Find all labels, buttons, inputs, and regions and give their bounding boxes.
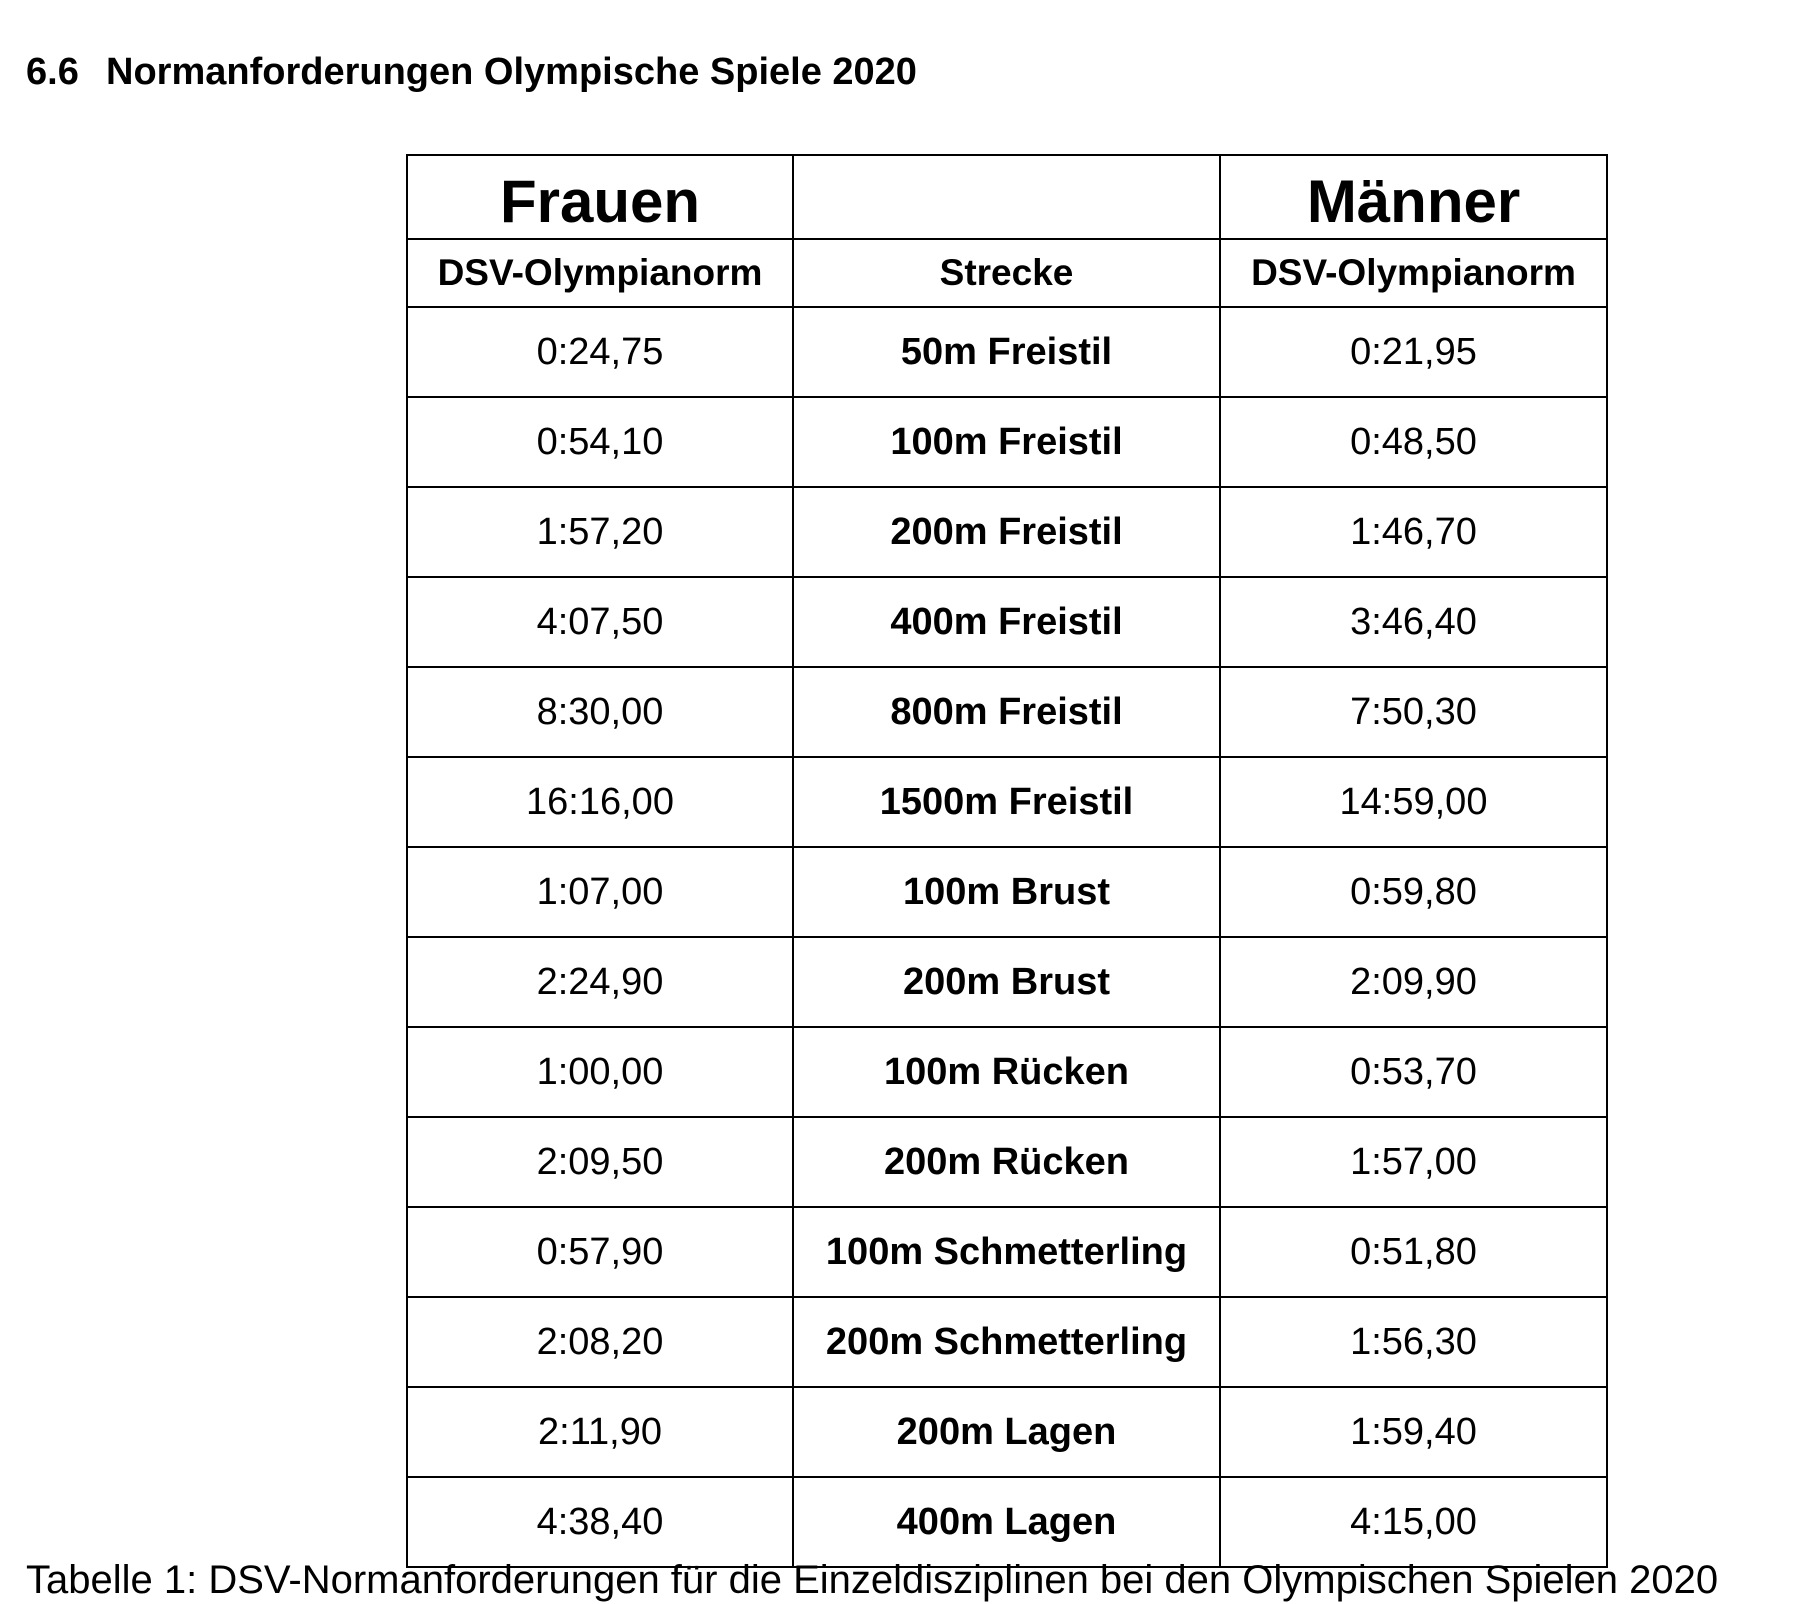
- table-row: [407, 1387, 1607, 1477]
- women-norm-cell: 8:30,00: [407, 667, 793, 757]
- men-norm-cell: 1:56,30: [1220, 1297, 1607, 1387]
- women-norm-cell: 1:07,00: [407, 847, 793, 937]
- event-cell: 200m Rücken: [793, 1117, 1220, 1207]
- table-row: [407, 1207, 1607, 1297]
- table-row: [407, 307, 1607, 397]
- table-row: [407, 1477, 1607, 1567]
- event-cell: 200m Freistil: [793, 487, 1220, 577]
- men-norm-cell: 1:46,70: [1220, 487, 1607, 577]
- men-norm-cell: 0:53,70: [1220, 1027, 1607, 1117]
- event-cell: 100m Freistil: [793, 397, 1220, 487]
- event-cell: 800m Freistil: [793, 667, 1220, 757]
- men-norm-cell: 14:59,00: [1220, 757, 1607, 847]
- women-norm-cell: 0:57,90: [407, 1207, 793, 1297]
- table-row: [407, 397, 1607, 487]
- men-norm-cell: 1:57,00: [1220, 1117, 1607, 1207]
- event-cell: 200m Brust: [793, 937, 1220, 1027]
- women-norm-cell: 2:08,20: [407, 1297, 793, 1387]
- table-row: [407, 1297, 1607, 1387]
- table-row: [407, 937, 1607, 1027]
- table-row: [407, 757, 1607, 847]
- event-cell: 50m Freistil: [793, 307, 1220, 397]
- women-norm-cell: 0:24,75: [407, 307, 793, 397]
- table-row: [407, 487, 1607, 577]
- women-norm-cell: 2:09,50: [407, 1117, 793, 1207]
- women-norm-cell: 1:00,00: [407, 1027, 793, 1117]
- section-number: 6.6: [26, 51, 79, 93]
- men-group-header: Männer: [1220, 155, 1607, 239]
- men-norm-cell: 0:59,80: [1220, 847, 1607, 937]
- men-norm-cell: 0:48,50: [1220, 397, 1607, 487]
- table-row: [407, 667, 1607, 757]
- men-norm-cell: 1:59,40: [1220, 1387, 1607, 1477]
- event-cell: 1500m Freistil: [793, 757, 1220, 847]
- middle-group-header: [793, 155, 1220, 239]
- men-norm-cell: 0:21,95: [1220, 307, 1607, 397]
- olympic-norms-table: [406, 154, 1608, 1568]
- women-norm-cell: 0:54,10: [407, 397, 793, 487]
- section-heading: [26, 44, 917, 100]
- event-cell: 200m Schmetterling: [793, 1297, 1220, 1387]
- women-norm-cell: 2:11,90: [407, 1387, 793, 1477]
- table-row: [407, 847, 1607, 937]
- event-cell: 100m Rücken: [793, 1027, 1220, 1117]
- women-norm-cell: 4:38,40: [407, 1477, 793, 1567]
- table-row: [407, 577, 1607, 667]
- men-norm-cell: 7:50,30: [1220, 667, 1607, 757]
- event-cell: 400m Lagen: [793, 1477, 1220, 1567]
- column-header-row: [407, 239, 1607, 307]
- event-column-header: Strecke: [793, 239, 1220, 307]
- men-norm-cell: 2:09,90: [1220, 937, 1607, 1027]
- group-header-row: [407, 155, 1607, 239]
- event-cell: 100m Schmetterling: [793, 1207, 1220, 1297]
- table-row: [407, 1117, 1607, 1207]
- event-cell: 100m Brust: [793, 847, 1220, 937]
- women-norm-cell: 2:24,90: [407, 937, 793, 1027]
- event-cell: 200m Lagen: [793, 1387, 1220, 1477]
- table-caption: Tabelle 1: DSV-Normanforderungen für die Einzeldisziplinen bei den Olympischen Spielen 2020: [26, 1558, 1719, 1602]
- women-norm-cell: 1:57,20: [407, 487, 793, 577]
- men-norm-column-header: DSV-Olympianorm: [1220, 239, 1607, 307]
- event-cell: 400m Freistil: [793, 577, 1220, 667]
- men-norm-cell: 0:51,80: [1220, 1207, 1607, 1297]
- women-norm-cell: 16:16,00: [407, 757, 793, 847]
- table-row: [407, 1027, 1607, 1117]
- women-norm-cell: 4:07,50: [407, 577, 793, 667]
- women-norm-column-header: DSV-Olympianorm: [407, 239, 793, 307]
- section-title: Normanforderungen Olympische Spiele 2020: [106, 51, 917, 93]
- men-norm-cell: 4:15,00: [1220, 1477, 1607, 1567]
- women-group-header: Frauen: [407, 155, 793, 239]
- men-norm-cell: 3:46,40: [1220, 577, 1607, 667]
